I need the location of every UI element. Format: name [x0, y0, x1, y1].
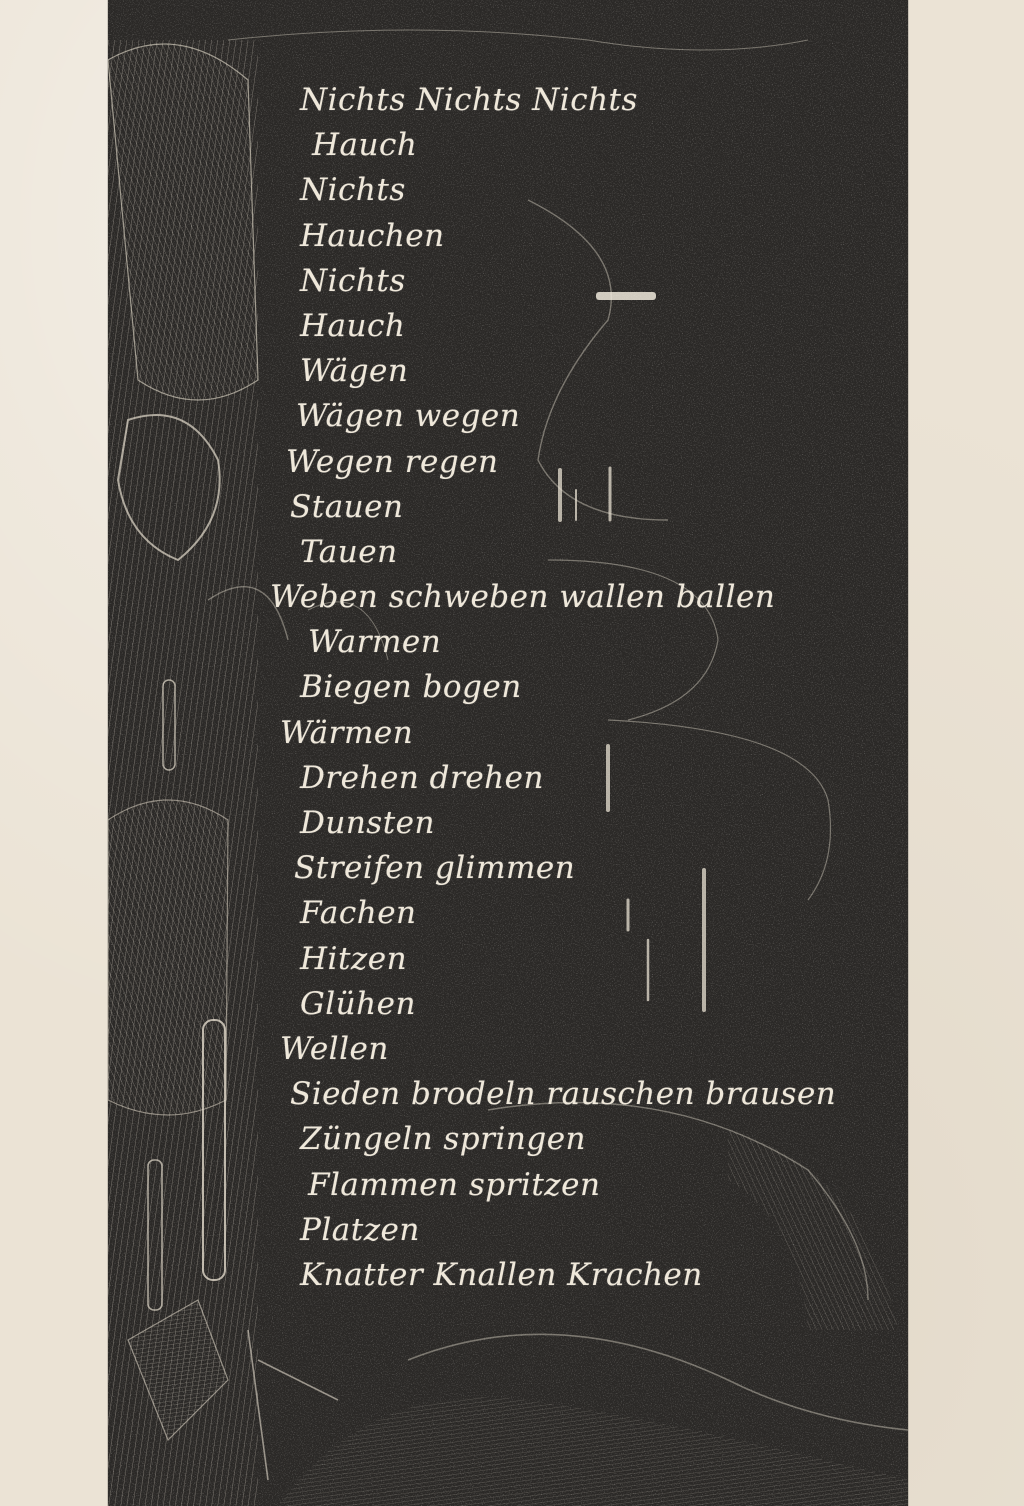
poem-line: Nichts Nichts Nichts	[300, 82, 638, 118]
poem-line: Flammen spritzen	[308, 1166, 601, 1203]
poem-line: Wellen	[280, 1030, 389, 1067]
poem-line: Hitzen	[300, 940, 408, 977]
poem-line: Züngeln springen	[300, 1121, 587, 1158]
poem-line: Weben schweben wallen ballen	[270, 579, 776, 616]
poem-line: Knatter Knallen Krachen	[300, 1256, 703, 1293]
poem-line: Wegen regen	[286, 443, 499, 480]
poem-text	[270, 78, 900, 1298]
poem-line: Hauchen	[300, 217, 445, 254]
poem-line: Wärmen	[280, 714, 414, 751]
poem-line: Biegen bogen	[300, 669, 522, 706]
poem-line: Hauch	[312, 127, 418, 164]
poem-line: Wägen	[300, 353, 409, 390]
poem-line: Streifen glimmen	[294, 850, 576, 887]
poem-line: Dunsten	[300, 805, 435, 841]
poem-line: Stauen	[290, 488, 404, 525]
poem-line: Tauen	[300, 533, 398, 570]
poem-line: Fachen	[300, 895, 417, 932]
woodcut-print	[108, 0, 908, 1506]
poem-line: Warmen	[308, 624, 442, 661]
poem-line: Sieden brodeln rauschen brausen	[290, 1076, 837, 1113]
poem-line: Hauch	[300, 307, 406, 344]
poem-line: Wägen wegen	[296, 398, 521, 435]
poem-line: Glühen	[300, 985, 416, 1022]
poem-line: Nichts	[300, 172, 406, 209]
poem-line: Drehen drehen	[300, 759, 544, 796]
poem-line: Nichts	[300, 262, 406, 299]
poem-line: Platzen	[300, 1211, 420, 1248]
